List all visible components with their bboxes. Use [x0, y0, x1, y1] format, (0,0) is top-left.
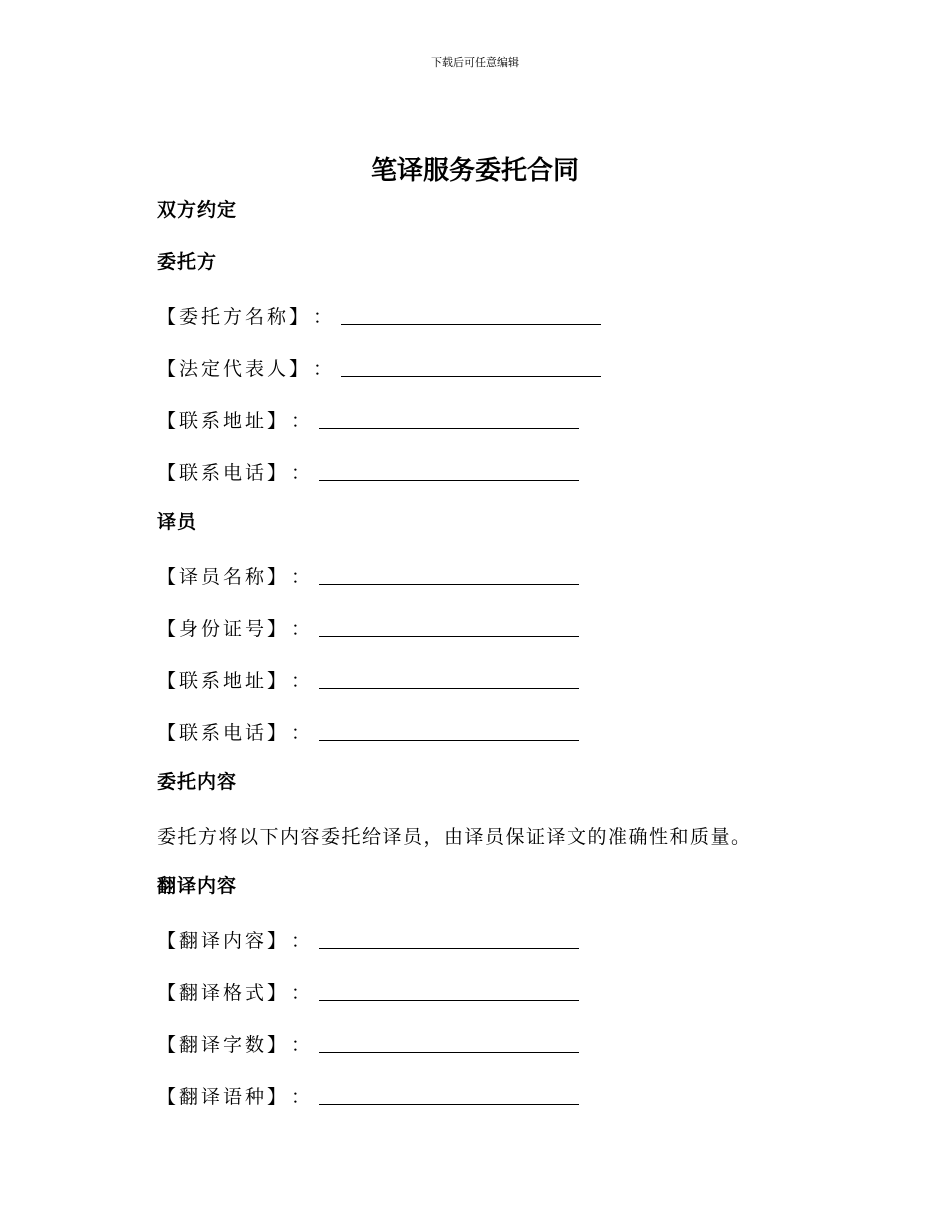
blank-line — [319, 668, 579, 689]
field-colon: ： — [291, 722, 314, 744]
section-heading-commission: 委托内容 — [157, 771, 238, 793]
field-translation-format — [157, 976, 917, 1028]
header-note: 下载后可任意编辑 — [431, 56, 519, 69]
blank-line — [319, 928, 579, 949]
section-heading-agreement: 双方约定 — [157, 199, 238, 221]
field-label: 【翻译语种】 — [157, 1086, 290, 1108]
field-label: 【联系地址】 — [157, 670, 290, 692]
blank-line — [319, 980, 579, 1001]
blank-line — [319, 408, 579, 429]
field-colon: ： — [291, 462, 314, 484]
field-word-count — [157, 1028, 917, 1080]
field-colon: ： — [313, 306, 336, 328]
section-heading-client: 委托方 — [157, 251, 218, 273]
field-label: 【翻译内容】 — [157, 930, 290, 952]
field-label: 【翻译格式】 — [157, 982, 290, 1004]
blank-line — [319, 460, 579, 481]
field-colon: ： — [291, 410, 314, 432]
field-label: 【身份证号】 — [157, 618, 290, 640]
field-label: 【译员名称】 — [157, 566, 290, 588]
section-heading-translator: 译员 — [157, 511, 198, 533]
field-label: 【联系电话】 — [157, 462, 290, 484]
field-client-phone — [157, 456, 917, 508]
blank-line — [341, 356, 601, 377]
blank-line — [341, 304, 601, 325]
field-colon: ： — [313, 358, 336, 380]
field-colon: ： — [291, 670, 314, 692]
field-translator-name — [157, 560, 917, 612]
field-client-address — [157, 404, 917, 456]
blank-line — [319, 1032, 579, 1053]
field-translator-phone — [157, 716, 917, 768]
field-colon: ： — [291, 566, 314, 588]
field-colon: ： — [291, 982, 314, 1004]
field-label: 【委托方名称】 — [157, 306, 312, 328]
blank-line — [319, 616, 579, 637]
field-id-number — [157, 612, 917, 664]
field-client-name — [157, 300, 917, 352]
field-colon: ： — [291, 618, 314, 640]
field-colon: ： — [291, 1086, 314, 1108]
blank-line — [319, 1084, 579, 1105]
field-translation-language — [157, 1080, 917, 1132]
field-translation-content — [157, 924, 917, 976]
commission-paragraph: 委托方将以下内容委托给译员，由译员保证译文的准确性和质量。 — [157, 826, 752, 848]
field-label: 【翻译字数】 — [157, 1034, 290, 1056]
contract-body — [157, 196, 917, 1132]
field-label: 【联系地址】 — [157, 410, 290, 432]
blank-line — [319, 720, 579, 741]
field-colon: ： — [291, 930, 314, 952]
document-title: 笔译服务委托合同 — [370, 156, 579, 186]
field-translator-address — [157, 664, 917, 716]
blank-line — [319, 564, 579, 585]
field-legal-representative — [157, 352, 917, 404]
field-label: 【联系电话】 — [157, 722, 290, 744]
field-label: 【法定代表人】 — [157, 358, 312, 380]
field-colon: ： — [291, 1034, 314, 1056]
section-heading-translation: 翻译内容 — [157, 875, 238, 897]
